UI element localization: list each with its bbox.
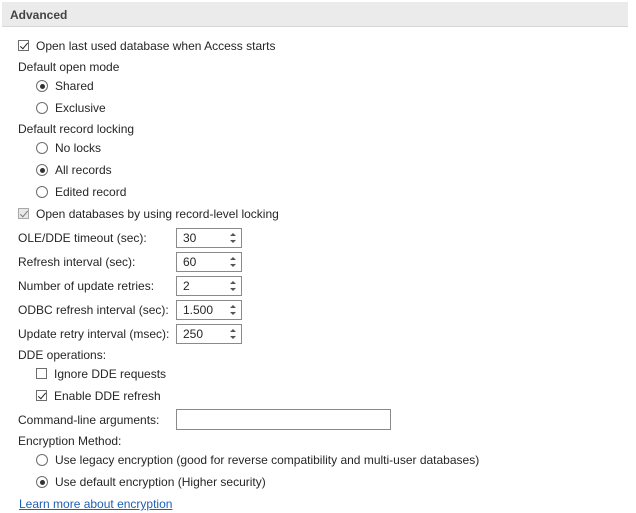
locking-no-locks-radio[interactable] [36,142,48,154]
open-mode-exclusive-label: Exclusive [55,101,106,115]
update-retries-spinner[interactable] [176,276,242,296]
spin-down-icon[interactable] [230,336,236,339]
ole-dde-timeout-spinner[interactable] [176,228,242,248]
default-encryption-radio[interactable] [36,476,48,488]
spin-up-icon[interactable] [230,305,236,308]
refresh-interval-spinner[interactable] [176,252,242,272]
spin-down-icon[interactable] [230,312,236,315]
odbc-refresh-value: 1.500 [183,303,214,317]
update-retry-interval-spinner[interactable] [176,324,242,344]
learn-more-encryption-link[interactable]: Learn more about encryption [19,497,173,511]
open-mode-shared-radio[interactable] [36,80,48,92]
default-open-mode-label: Default open mode [18,60,120,74]
dde-operations-label: DDE operations: [18,348,107,362]
spin-up-icon[interactable] [230,233,236,236]
locking-edited-record-label: Edited record [55,185,127,199]
default-encryption-label: Use default encryption (Higher security) [55,475,266,489]
spin-up-icon[interactable] [230,281,236,284]
spin-down-icon[interactable] [230,288,236,291]
ignore-dde-label: Ignore DDE requests [54,367,167,381]
enable-dde-refresh-checkbox[interactable] [36,390,47,401]
legacy-encryption-radio[interactable] [36,454,48,466]
section-title: Advanced [10,8,68,22]
open-mode-exclusive-radio[interactable] [36,102,48,114]
command-line-input[interactable] [176,409,391,430]
section-header [2,2,628,27]
ole-dde-timeout-label: OLE/DDE timeout (sec): [18,231,147,245]
update-retries-value: 2 [183,279,190,293]
spin-up-icon[interactable] [230,329,236,332]
command-line-label: Command-line arguments: [18,413,160,427]
encryption-method-label: Encryption Method: [18,434,122,448]
locking-all-records-radio[interactable] [36,164,48,176]
spin-down-icon[interactable] [230,240,236,243]
spin-up-icon[interactable] [230,257,236,260]
locking-all-records-label: All records [55,163,112,177]
open-last-db-label: Open last used database when Access starts [36,39,276,53]
update-retry-interval-value: 250 [183,327,204,341]
legacy-encryption-label: Use legacy encryption (good for reverse compatibility and multi-user databases) [55,453,480,467]
refresh-interval-value: 60 [183,255,197,269]
default-record-locking-label: Default record locking [18,122,135,136]
enable-dde-refresh-label: Enable DDE refresh [54,389,161,403]
update-retries-label: Number of update retries: [18,279,155,293]
refresh-interval-label: Refresh interval (sec): [18,255,136,269]
spin-down-icon[interactable] [230,264,236,267]
locking-no-locks-label: No locks [55,141,102,155]
odbc-refresh-label: ODBC refresh interval (sec): [18,303,169,317]
ole-dde-timeout-value: 30 [183,231,197,245]
record-level-locking-checkbox[interactable] [18,208,29,219]
ignore-dde-checkbox[interactable] [36,368,47,379]
locking-edited-record-radio[interactable] [36,186,48,198]
open-mode-shared-label: Shared [55,79,94,93]
odbc-refresh-spinner[interactable] [176,300,242,320]
update-retry-interval-label: Update retry interval (msec): [18,327,170,341]
record-level-locking-label: Open databases by using record-level locking [36,207,279,221]
open-last-db-checkbox[interactable] [18,40,29,51]
